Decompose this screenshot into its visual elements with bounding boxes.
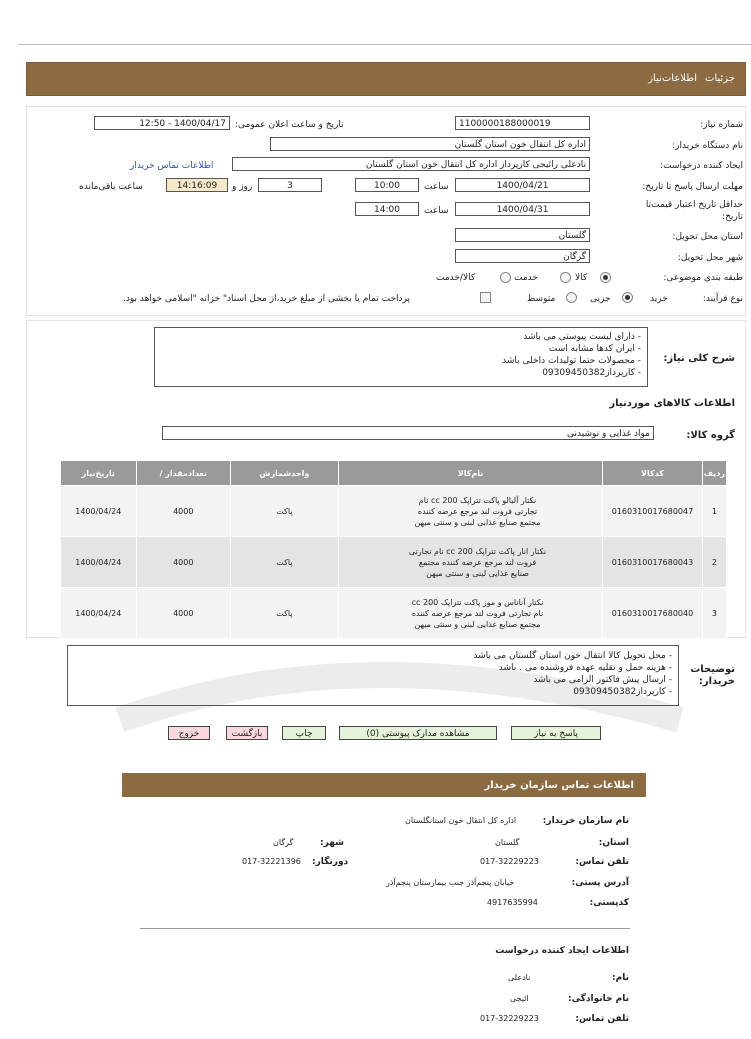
summary-box bbox=[154, 327, 648, 387]
need-number-label: شماره نیاز: bbox=[700, 120, 743, 130]
process-buy: خرید bbox=[650, 294, 668, 304]
cell-name: نکتار آناناس و موز پاکت تتراپک 200 cc نام تجارتی فروت لند مرجع عرضه کننده مجتمع صنایع غذایی لبنی و سنتی میهن bbox=[338, 588, 602, 639]
radio-goods-label: کالا bbox=[575, 273, 588, 283]
cell-qty: 4000 bbox=[136, 486, 230, 537]
cell-name: نکتار انار پاکت تتراپک 200 cc نام تجارتی فروت لند مرجع عرضه کننده مجتمع صنایع غذایی لبنی و سنتی میهن bbox=[338, 537, 602, 588]
contact-link[interactable]: اطلاعات تماس خریدار bbox=[130, 161, 214, 171]
radio-goods-service[interactable] bbox=[500, 272, 511, 283]
cell-row: 2 bbox=[702, 537, 726, 588]
days-field[interactable]: 3 bbox=[258, 178, 322, 192]
postal-value: 4917635994 bbox=[487, 898, 538, 907]
radio-partial-label: جزیی bbox=[590, 294, 611, 304]
time-label-2: ساعت bbox=[424, 206, 449, 216]
contact-province: گلستان bbox=[495, 838, 520, 847]
min-validity-date[interactable]: 1400/04/31 bbox=[455, 202, 590, 216]
contact-divider bbox=[140, 928, 630, 929]
page-header bbox=[26, 62, 746, 96]
goods-table bbox=[60, 460, 727, 639]
address-label: آدرس پستی: bbox=[571, 878, 629, 888]
creator-family: ائیجی bbox=[510, 994, 529, 1003]
contact-city-label: شهر: bbox=[320, 838, 344, 848]
tab-details[interactable]: جزئیات bbox=[705, 73, 735, 84]
cell-row: 3 bbox=[702, 588, 726, 639]
buyer-org-label: نام دستگاه خریدار: bbox=[672, 141, 743, 151]
col-unit: واحدشمارش bbox=[230, 461, 338, 486]
summary-label: شرح کلی نیاز: bbox=[663, 353, 735, 364]
remaining-time: 14:16:09 bbox=[166, 178, 228, 192]
cell-unit: پاکت bbox=[230, 486, 338, 537]
address-value: خیابان پنجم‌آذر جنب بیمارستان پنجم‌آذر bbox=[386, 878, 515, 887]
postal-label: کدپستی: bbox=[589, 898, 629, 908]
col-date: تاریخ‌نیاز bbox=[61, 461, 137, 486]
deadline-time-field[interactable]: 10:00 bbox=[355, 178, 419, 192]
creator-phone: 017-32229223 bbox=[480, 1014, 539, 1023]
province-label: استان محل تحویل: bbox=[672, 232, 743, 242]
radio-medium[interactable] bbox=[566, 292, 577, 303]
cell-code: 0160310017680040 bbox=[603, 588, 703, 639]
group-label: گروه کالا: bbox=[686, 430, 735, 441]
phone-label: تلفن تماس: bbox=[575, 857, 629, 867]
org-value: اداره کل انتقال خون استانگلستان bbox=[405, 816, 517, 825]
org-label: نام سازمان خریدار: bbox=[542, 816, 629, 826]
print-button[interactable]: چاپ bbox=[282, 726, 326, 740]
goods-title: اطلاعات کالاهای موردنیاز bbox=[609, 398, 735, 409]
cell-qty: 4000 bbox=[136, 588, 230, 639]
contact-title: اطلاعات تماس سازمان خریدار bbox=[484, 780, 634, 791]
process-label: نوع فرآیند: bbox=[702, 294, 743, 304]
creator-family-label: نام خانوادگی: bbox=[567, 994, 629, 1004]
deadline-label: مهلت ارسال پاسخ تا تاریخ: bbox=[642, 182, 743, 192]
cell-row: 1 bbox=[702, 486, 726, 537]
time-label: ساعت bbox=[424, 182, 449, 192]
col-code: کدکالا bbox=[603, 461, 703, 486]
note-line: - محل تحویل کالا انتقال خون استان گلستان می باشد bbox=[473, 651, 672, 661]
creator-name-label: نام: bbox=[612, 973, 629, 983]
table-row[interactable] bbox=[61, 588, 727, 639]
radio-goods[interactable] bbox=[600, 272, 611, 283]
payment-note: پرداخت تمام یا بخشی از مبلغ خرید،از محل اسناد" خزانه "اسلامی خواهد بود. bbox=[123, 294, 411, 304]
summary-line: - ایران کدها مشابه است bbox=[548, 344, 641, 354]
back-button[interactable]: بازگشت bbox=[226, 726, 268, 740]
col-qty: تعدادمقدار / bbox=[136, 461, 230, 486]
cell-date: 1400/04/24 bbox=[61, 588, 137, 639]
table-row[interactable] bbox=[61, 537, 727, 588]
city-label: شهر محل تحویل: bbox=[677, 253, 743, 263]
city-field[interactable]: گرگان bbox=[455, 249, 590, 263]
radio-service-label: خدمت bbox=[514, 273, 538, 283]
contact-header bbox=[122, 773, 646, 797]
cell-qty: 4000 bbox=[136, 537, 230, 588]
phone-value: 017-32229223 bbox=[480, 857, 539, 866]
province-field[interactable]: گلستان bbox=[455, 228, 590, 242]
contact-city: گرگان bbox=[273, 838, 294, 847]
radio-goods-service-label: کالا/خدمت bbox=[436, 273, 476, 283]
treasury-checkbox[interactable] bbox=[480, 292, 491, 303]
announce-field[interactable]: 1400/04/17 - 12:50 bbox=[94, 116, 230, 130]
table-row[interactable] bbox=[61, 486, 727, 537]
creator-phone-label: تلفن تماس: bbox=[575, 1014, 629, 1024]
summary-line: - دارای لیست پیوستی می باشد bbox=[523, 332, 641, 342]
category-label: طبقه بندی موضوعی: bbox=[663, 273, 743, 283]
creator-title: اطلاعات ایجاد کننده درخواست bbox=[495, 946, 629, 956]
radio-service[interactable] bbox=[560, 272, 571, 283]
summary-line: - کارپرداز09309450382 bbox=[542, 368, 641, 378]
note-line: - ارسال پیش فاکتور الزامی می باشد bbox=[533, 675, 672, 685]
note-line: - هزینه حمل و تقلیه عهده فروشنده می . باشد bbox=[498, 663, 672, 673]
deadline-date-field[interactable]: 1400/04/21 bbox=[455, 178, 590, 192]
radio-partial[interactable] bbox=[622, 292, 633, 303]
remaining-label: ساعت باقی‌مانده bbox=[79, 182, 143, 192]
creator-name: نادعلی bbox=[508, 973, 531, 982]
cell-code: 0160310017680043 bbox=[603, 537, 703, 588]
exit-button[interactable]: خروج bbox=[168, 726, 210, 740]
buyer-notes-box bbox=[67, 645, 679, 706]
creator-field[interactable]: نادعلی رائیجی کارپرداز اداره کل انتقال خون استان گلستان bbox=[232, 157, 590, 171]
min-validity-label: حداقل تاریخ اعتبار قیمت‌تا تاریخ: bbox=[645, 200, 743, 222]
col-name: نام‌کالا bbox=[338, 461, 602, 486]
days-label: روز و bbox=[232, 182, 253, 192]
announce-label: تاریخ و ساعت اعلان عمومی: bbox=[235, 120, 344, 130]
radio-medium-label: متوسط bbox=[527, 294, 556, 304]
fax-value: 017-32221396 bbox=[242, 857, 301, 866]
buyer-notes-label: توضیحات خریدار: bbox=[690, 664, 735, 687]
cell-date: 1400/04/24 bbox=[61, 486, 137, 537]
cell-name: نکتار آلبالو پاکت تتراپک 200 cc نام تجارتی فروت لند مرجع عرضه کننده مجتمع صنایع غذایی لبنی و سنتی میهن bbox=[338, 486, 602, 537]
group-field[interactable]: مواد غذایی و نوشیدنی bbox=[162, 426, 654, 440]
min-validity-time[interactable]: 14:00 bbox=[355, 202, 419, 216]
tab-need-info[interactable]: اطلاعات‌نیاز bbox=[648, 73, 697, 84]
reply-button[interactable]: پاسخ به نیاز bbox=[511, 726, 601, 740]
top-divider bbox=[18, 44, 751, 45]
cell-code: 0160310017680047 bbox=[603, 486, 703, 537]
need-number-field[interactable]: 1100000188000019 bbox=[455, 116, 590, 130]
note-line: - کارپرداز09309450382 bbox=[573, 687, 672, 697]
contact-province-label: استان: bbox=[598, 838, 629, 848]
attachments-button[interactable]: مشاهده مدارک پیوستی (0) bbox=[339, 726, 497, 740]
buyer-org-field[interactable]: اداره کل انتقال خون استان گلستان bbox=[270, 137, 590, 151]
col-row: ردیف bbox=[702, 461, 726, 486]
cell-unit: پاکت bbox=[230, 588, 338, 639]
cell-unit: پاکت bbox=[230, 537, 338, 588]
cell-date: 1400/04/24 bbox=[61, 537, 137, 588]
fax-label: دورنگار: bbox=[312, 857, 349, 867]
summary-line: - محصولات حتما تولیدات داخلی باشد bbox=[502, 356, 641, 366]
creator-label: ایجاد کننده درخواست: bbox=[660, 161, 743, 171]
